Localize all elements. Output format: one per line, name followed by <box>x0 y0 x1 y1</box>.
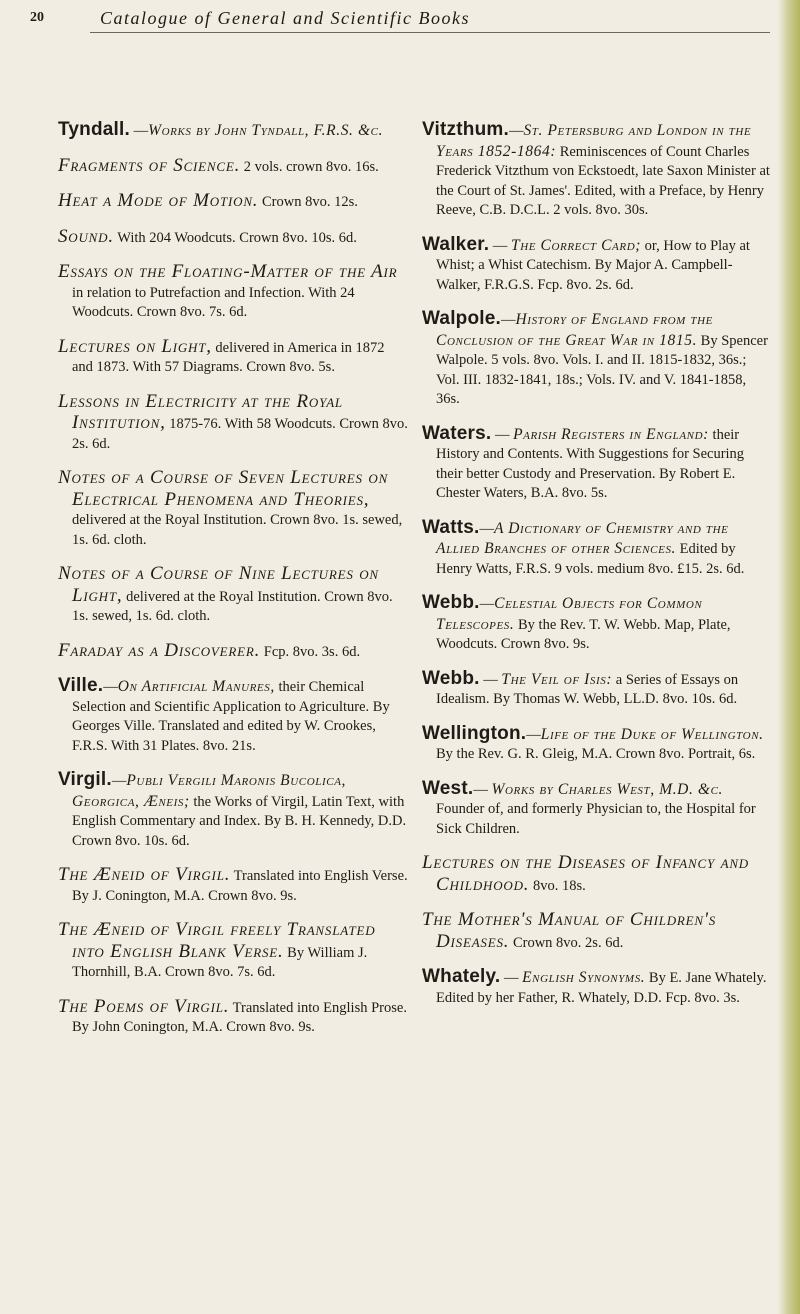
catalogue-entry <box>58 920 408 983</box>
catalogue-entry <box>422 120 770 221</box>
entry-author: Wellington. <box>422 722 527 744</box>
entry-details: 2 vols. crown 8vo. 16s. <box>240 158 379 175</box>
entry-title: Notes of a Course of Seven Lectures on Electrical Phenomena and Theories, <box>58 467 389 510</box>
entry-author: Walker. <box>422 233 490 255</box>
entry-details: By E. Jane Whately. Edited by her Father, R. Whately, D.D. Fcp. 8vo. 3s. <box>436 970 767 1006</box>
entry-separator: — <box>479 520 494 537</box>
entry-details: their History and Contents. With Suggestions for Securing their better Custody and Preservation. By Robert E. Chester Waters, B.A. 8vo. 5s. <box>436 426 745 501</box>
catalogue-entry <box>58 392 408 455</box>
entry-separator: — <box>479 596 495 612</box>
entry-title: The Æneid of Virgil. <box>58 864 231 885</box>
catalogue-entry <box>58 120 408 142</box>
entry-title: Works by John Tyndall, F.R.S. &c. <box>148 122 384 139</box>
entry-details: 8vo. 18s. <box>529 877 586 894</box>
catalogue-entry <box>58 564 408 627</box>
entry-separator: — <box>111 773 127 789</box>
catalogue-entry <box>58 156 408 178</box>
entry-details: Translated into English Verse. By J. Conington, M.A. Crown 8vo. 9s. <box>72 868 408 904</box>
catalogue-entry <box>58 337 408 378</box>
entry-author: West. <box>422 777 474 799</box>
entry-author: Tyndall. <box>58 119 130 140</box>
catalogue-entry <box>422 669 770 710</box>
entry-details: the Works of Virgil, Latin Text, with English Commentary and Index. By B. H. Kennedy, D.D. Crown 8vo. 10s. 6d. <box>72 793 407 849</box>
entry-separator: — <box>479 671 502 688</box>
entry-separator: — <box>500 970 523 986</box>
entry-title: History of England from the Conclusion of the Great War in 1815. <box>436 311 713 349</box>
catalogue-entry <box>58 262 408 323</box>
page-header <box>30 6 770 30</box>
catalogue-entry <box>58 676 408 756</box>
entry-title: St. Petersburg and London in the Years 1852-1864: <box>436 122 752 160</box>
entry-title: The Veil of Isis: <box>501 670 613 688</box>
entry-details: delivered in America in 1872 and 1873. With 57 Diagrams. Crown 8vo. 5s. <box>72 339 385 375</box>
entry-title: The Correct Card; <box>510 236 641 254</box>
entry-details: By Spencer Walpole. 5 vols. 8vo. Vols. I. and II. 1815-1832, 36s.; Vol. III. 1832-1841, 18s.; Vols. IV. and V. 1841-1858, 36s. <box>436 332 768 407</box>
entry-details: delivered at the Royal Institution. Crown 8vo. 1s. sewed, 1s. 6d. cloth. <box>72 588 393 624</box>
catalogue-entry <box>422 424 770 504</box>
entry-title: Faraday as a Discoverer. <box>58 639 261 661</box>
catalogue-entry <box>58 191 408 213</box>
entry-title: Works by Charles West, M.D. &c. <box>491 780 723 798</box>
entry-separator: — <box>473 781 492 798</box>
entry-title: Lectures on the Diseases of Infancy and Childhood. <box>422 852 749 895</box>
catalogue-entry <box>422 593 770 655</box>
entry-title: Publi Vergili Maronis Bucolica, Georgica, Æneis; <box>72 772 346 810</box>
entry-separator: — <box>508 123 524 139</box>
entry-title: Lessons in Electricity at the Royal Institution, <box>58 390 343 433</box>
catalogue-entry <box>58 865 408 906</box>
entry-title: On Artificial Manures, <box>117 678 275 695</box>
entry-title: Life of the Duke of Wellington. <box>540 725 764 743</box>
catalogue-entry <box>422 779 770 840</box>
catalogue-entry <box>422 309 770 410</box>
entry-details: With 204 Woodcuts. Crown 8vo. 10s. 6d. <box>113 229 357 246</box>
catalogue-entry <box>58 770 408 851</box>
running-head: Catalogue of General and Scientific Books <box>100 8 470 28</box>
entry-title: Fragments of Science. <box>58 154 241 176</box>
entry-title: A Dictionary of Chemistry and the Allied Branches of other Sciences. <box>436 519 729 557</box>
entry-title: English Synonyms. <box>522 969 646 986</box>
entry-author: Walpole. <box>422 308 502 329</box>
catalogue-entry <box>58 227 408 249</box>
entry-details: By the Rev. T. W. Webb. Map, Plate, Woodcuts. Crown 8vo. 9s. <box>436 616 731 652</box>
page-number: 20 <box>30 10 44 25</box>
entry-author: Vitzthum. <box>422 119 509 140</box>
entry-title: Parish Registers in England: <box>513 425 709 443</box>
catalogue-entry <box>422 518 770 580</box>
entry-separator: — <box>501 312 516 328</box>
entry-separator: — <box>129 123 149 139</box>
entry-author: Watts. <box>422 516 480 538</box>
entry-title: The Æneid of Virgil freely Translated into English Blank Verse. <box>58 919 376 962</box>
header-rule <box>90 32 770 33</box>
entry-details: in relation to Putrefaction and Infection. With 24 Woodcuts. Crown 8vo. 7s. 6d. <box>72 284 355 320</box>
entry-details: Edited by Henry Watts, F.R.S. 9 vols. medium 8vo. £15. 2s. 6d. <box>436 541 745 577</box>
entry-details: Translated into English Prose. By John Conington, M.A. Crown 8vo. 9s. <box>72 999 407 1035</box>
catalogue-entry <box>422 967 770 1008</box>
entry-details: 1875-76. With 58 Woodcuts. Crown 8vo. 2s. 6d. <box>72 416 408 452</box>
entry-separator: — <box>489 237 511 254</box>
left-column <box>58 120 408 1052</box>
entry-title: Heat a Mode of Motion. <box>58 190 259 211</box>
catalogue-entry <box>58 641 408 663</box>
entry-details: Crown 8vo. 12s. <box>258 194 358 210</box>
catalogue-entry <box>422 235 770 296</box>
entry-author: Whately. <box>422 966 501 987</box>
entry-title: Notes of a Course of Nine Lectures on Light, <box>58 563 379 606</box>
entry-details: By William J. Thornhill, B.A. Crown 8vo. 7s. 6d. <box>72 944 368 980</box>
entry-details: their Chemical Selection and Scientific Application to Agriculture. By Georges Ville. Translated and edited by W. Crookes, F.R.S. With 31 Plates. 8vo. 21s. <box>72 679 390 754</box>
entry-title: The Mother's Manual of Children's Diseases. <box>422 909 717 952</box>
entry-details: Founder of, and formerly Physician to, the Hospital for Sick Children. <box>436 801 756 837</box>
entry-separator: — <box>526 726 541 743</box>
entry-details: Reminiscences of Count Charles Frederick Vitzthum von Eckstoedt, late Saxon Minister at the Court of St. James'. Edited, with a Preface, by Henry Reeve, C.B. D.C.L. 2 vols. 8vo. 30s. <box>436 143 770 218</box>
entry-author: Virgil. <box>58 769 112 790</box>
right-column <box>422 120 770 1022</box>
catalogue-entry <box>422 724 770 765</box>
catalogue-entry <box>422 910 770 953</box>
entry-details: a Series of Essays on Idealism. By Thomas W. Webb, LL.D. 8vo. 10s. 6d. <box>436 671 739 707</box>
entry-title: Lectures on Light, <box>58 335 212 357</box>
entry-separator: — <box>103 679 118 695</box>
entry-author: Ville. <box>58 675 104 696</box>
entry-title: Essays on the Floating-Matter of the Air <box>58 261 398 282</box>
entry-details: By the Rev. G. R. Gleig, M.A. Crown 8vo. Portrait, 6s. <box>436 746 756 762</box>
entry-author: Webb. <box>422 592 480 613</box>
entry-author: Waters. <box>422 422 492 444</box>
catalogue-entry <box>422 853 770 896</box>
catalogue-entry <box>58 468 408 550</box>
entry-title: Celestial Objects for Common Telescopes. <box>436 595 703 633</box>
entry-details: Fcp. 8vo. 3s. 6d. <box>260 643 361 660</box>
entry-details: Crown 8vo. 2s. 6d. <box>509 934 624 951</box>
entry-title: The Poems of Virgil. <box>58 995 230 1017</box>
page-edge-shading <box>778 0 800 1314</box>
catalogue-entry <box>58 997 408 1038</box>
entry-title: Sound. <box>58 225 114 247</box>
entry-details: delivered at the Royal Institution. Crown 8vo. 1s. sewed, 1s. 6d. cloth. <box>72 512 403 548</box>
entry-details: or, How to Play at Whist; a Whist Catechism. By Major A. Campbell-Walker, F.R.G.S. Fcp. 8vo. 2s. 6d. <box>436 237 750 293</box>
entry-separator: — <box>491 426 514 443</box>
entry-author: Webb. <box>422 667 480 689</box>
